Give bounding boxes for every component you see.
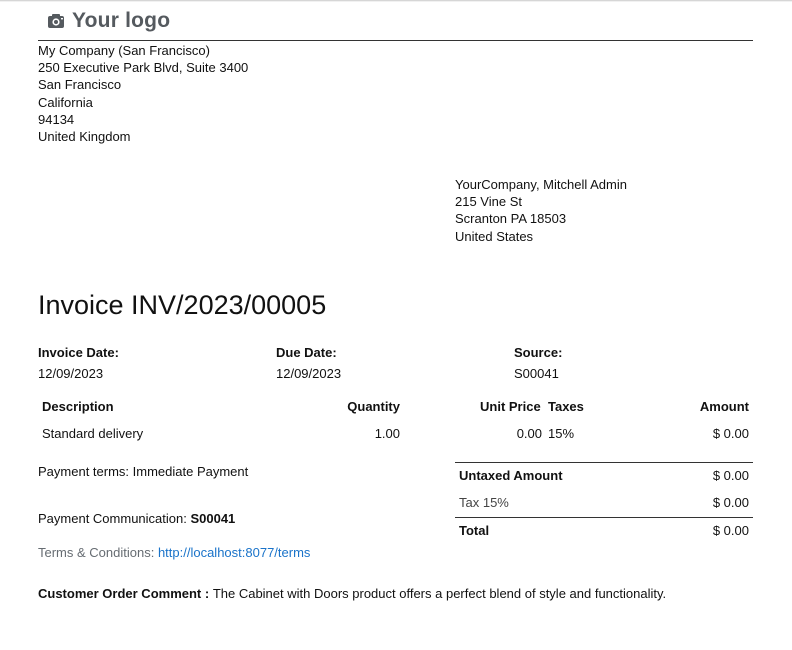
- untaxed-amount-label: Untaxed Amount: [459, 468, 563, 483]
- row-unit-price: 0.00: [516, 426, 542, 441]
- due-date-value: 12/09/2023: [276, 366, 342, 381]
- total-label: Total: [459, 523, 490, 538]
- recipient-name: YourCompany, Mitchell Admin: [455, 177, 627, 192]
- terms-label: Terms & Conditions:: [38, 545, 158, 560]
- recipient-address: [455, 176, 627, 245]
- row-taxes: 15%: [548, 426, 575, 441]
- payment-communication-value: S00041: [190, 511, 236, 526]
- due-date-block: [276, 343, 341, 384]
- company-zip: 94134: [38, 111, 75, 127]
- logo-text: Your logo: [72, 9, 171, 32]
- company-city: San Francisco: [38, 77, 122, 93]
- company-address: [38, 42, 248, 145]
- row-amount: $ 0.00: [712, 426, 749, 441]
- row-quantity: 1.00: [374, 426, 400, 441]
- totals-total-rule: [455, 517, 753, 518]
- company-country: United Kingdom: [38, 129, 131, 145]
- recipient-street: 215 Vine St: [455, 194, 522, 210]
- comment-label: Customer Order Comment :: [38, 586, 213, 601]
- invoice-date-label: Invoice Date:: [38, 345, 119, 360]
- camera-icon: [46, 11, 66, 31]
- company-state: California: [38, 94, 93, 110]
- total-value: $ 0.00: [712, 523, 749, 538]
- customer-order-comment: [38, 586, 666, 601]
- company-logo: [46, 7, 170, 35]
- column-header-unit-price: Unit Price: [480, 399, 541, 414]
- invoice-date-value: 12/09/2023: [38, 366, 104, 381]
- tax-label: Tax 15%: [459, 495, 509, 510]
- header-divider: [38, 40, 753, 41]
- tax-value: $ 0.00: [712, 495, 749, 510]
- payment-communication-label: Payment Communication:: [38, 511, 191, 526]
- due-date-label: Due Date:: [276, 345, 337, 360]
- recipient-country: United States: [455, 228, 534, 244]
- terms-link[interactable]: http://localhost:8077/terms: [157, 545, 311, 560]
- recipient-city: Scranton PA 18503: [455, 211, 567, 227]
- invoice-date-block: [38, 343, 119, 384]
- payment-communication: [38, 511, 235, 526]
- row-description: Standard delivery: [42, 426, 144, 441]
- column-header-taxes: Taxes: [548, 399, 584, 414]
- top-edge-shadow: [0, 0, 792, 2]
- untaxed-amount-value: $ 0.00: [712, 468, 749, 483]
- source-label: Source:: [514, 345, 563, 360]
- company-street: 250 Executive Park Blvd, Suite 3400: [38, 60, 249, 76]
- source-block: [514, 343, 562, 384]
- company-name: My Company (San Francisco): [38, 43, 210, 58]
- totals-top-rule: [455, 462, 753, 463]
- comment-text: The Cabinet with Doors product offers a perfect blend of style and functionality.: [212, 586, 667, 601]
- column-header-quantity: Quantity: [347, 399, 400, 414]
- terms-and-conditions: [38, 545, 310, 560]
- column-header-description: Description: [42, 399, 114, 414]
- column-header-amount: Amount: [699, 399, 749, 414]
- source-value: S00041: [514, 366, 559, 381]
- invoice-title: Invoice INV/2023/00005: [38, 290, 327, 320]
- payment-terms: Payment terms: Immediate Payment: [38, 464, 249, 479]
